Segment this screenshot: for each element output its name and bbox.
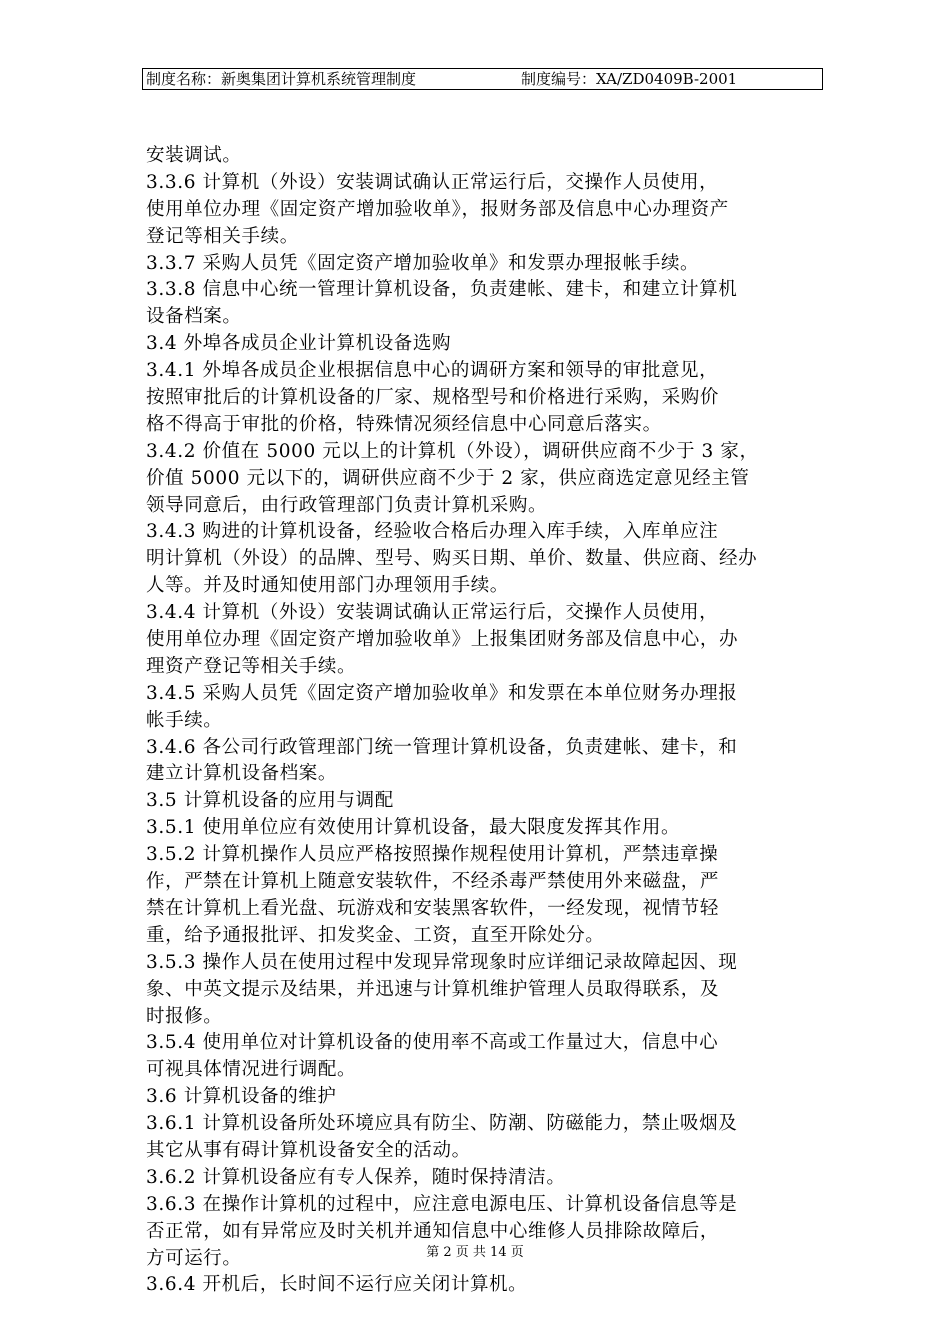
regulation-name: 制度名称：新奥集团计算机系统管理制度: [146, 70, 417, 88]
document-header: [142, 68, 823, 90]
text-line: 使用单位办理《固定资产增加验收单》上报集团财务部及信息中心，办: [146, 629, 739, 651]
text-line: 3.4.2 价值在 5000 元以上的计算机（外设），调研供应商不少于 3 家，: [146, 440, 759, 462]
section-heading: 3.4 外埠各成员企业计算机设备选购: [146, 333, 452, 355]
text-line: 理资产登记等相关手续。: [146, 655, 357, 677]
text-line: 3.5.3 操作人员在使用过程中发现异常现象时应详细记录故障起因、现: [146, 951, 738, 973]
text-line: 按照审批后的计算机设备的厂家、规格型号和价格进行采购，采购价: [146, 387, 720, 409]
text-line: 3.3.7 采购人员凭《固定资产增加验收单》和发票办理报帐手续。: [146, 252, 700, 274]
text-line: 象、中英文提示及结果，并迅速与计算机维护管理人员取得联系，及: [146, 978, 720, 1000]
text-line: 3.4.4 计算机（外设）安装调试确认正常运行后，交操作人员使用，: [146, 602, 719, 624]
text-line: 禁在计算机上看光盘、玩游戏和安装黑客软件，一经发现，视情节轻: [146, 897, 720, 919]
text-line: 方可运行。: [146, 1247, 242, 1269]
text-line: 人等。并及时通知使用部门办理领用手续。: [146, 575, 509, 597]
regulation-number: 制度编号：XA/ZD0409B-2001: [521, 70, 738, 88]
text-line: 3.6.3 在操作计算机的过程中，应注意电源电压、计算机设备信息等是: [146, 1193, 738, 1215]
text-line: 作，严禁在计算机上随意安装软件，不经杀毒严禁使用外来磁盘，严: [146, 871, 720, 893]
text-line: 其它从事有碍计算机设备安全的活动。: [146, 1139, 471, 1161]
page-number: 第 2 页 共 14 页: [426, 1245, 524, 1260]
text-line: 3.4.5 采购人员凭《固定资产增加验收单》和发票在本单位财务办理报: [146, 682, 738, 704]
text-line: 3.3.6 计算机（外设）安装调试确认正常运行后，交操作人员使用，: [146, 171, 719, 193]
text-line: 3.5.2 计算机操作人员应严格按照操作规程使用计算机，严禁违章操: [146, 844, 719, 866]
text-line: 价值 5000 元以下的，调研供应商不少于 2 家，供应商选定意见经主管: [146, 467, 750, 489]
text-line: 设备档案。: [146, 306, 242, 328]
text-line: 安装调试。: [146, 145, 242, 166]
text-line: 领导同意后，由行政管理部门负责计算机采购。: [146, 494, 548, 516]
text-line: 3.6.2 计算机设备应有专人保养，随时保持清洁。: [146, 1166, 566, 1188]
text-line: 格不得高于审批的价格，特殊情况须经信息中心同意后落实。: [146, 413, 662, 435]
text-line: 3.3.8 信息中心统一管理计算机设备，负责建帐、建卡，和建立计算机: [146, 279, 738, 301]
text-line: 可视具体情况进行调配。: [146, 1059, 357, 1081]
text-line: 3.6.1 计算机设备所处环境应具有防尘、防潮、防磁能力，禁止吸烟及: [146, 1113, 738, 1135]
text-line: 明计算机（外设）的品牌、型号、购买日期、单价、数量、供应商、经办: [146, 548, 758, 570]
text-line: 3.6.4 开机后，长时间不运行应关闭计算机。: [146, 1274, 528, 1296]
text-line: 帐手续。: [146, 709, 223, 731]
text-line: 3.5.1 使用单位应有效使用计算机设备，最大限度发挥其作用。: [146, 817, 681, 839]
text-line: 建立计算机设备档案。: [146, 763, 338, 785]
text-line: 使用单位办理《固定资产增加验收单》，报财务部及信息中心办理资产: [146, 198, 729, 220]
text-line: 3.4.6 各公司行政管理部门统一管理计算机设备，负责建帐、建卡，和: [146, 736, 738, 758]
text-line: 时报修。: [146, 1005, 223, 1027]
text-line: 重，给予通报批评、扣发奖金、工资，直至开除处分。: [146, 924, 605, 946]
text-line: 3.4.1 外埠各成员企业根据信息中心的调研方案和领导的审批意见，: [146, 360, 719, 382]
text-line: 3.5.4 使用单位对计算机设备的使用率不高或工作量过大，信息中心: [146, 1032, 719, 1054]
text-line: 登记等相关手续。: [146, 225, 299, 247]
document-body: [146, 143, 836, 1299]
text-line: 否正常，如有异常应及时关机并通知信息中心维修人员排除故障后，: [146, 1220, 720, 1242]
text-line: 3.4.3 购进的计算机设备，经验收合格后办理入库手续，入库单应注: [146, 521, 719, 543]
section-heading: 3.5 计算机设备的应用与调配: [146, 790, 394, 812]
section-heading: 3.6 计算机设备的维护: [146, 1086, 337, 1108]
